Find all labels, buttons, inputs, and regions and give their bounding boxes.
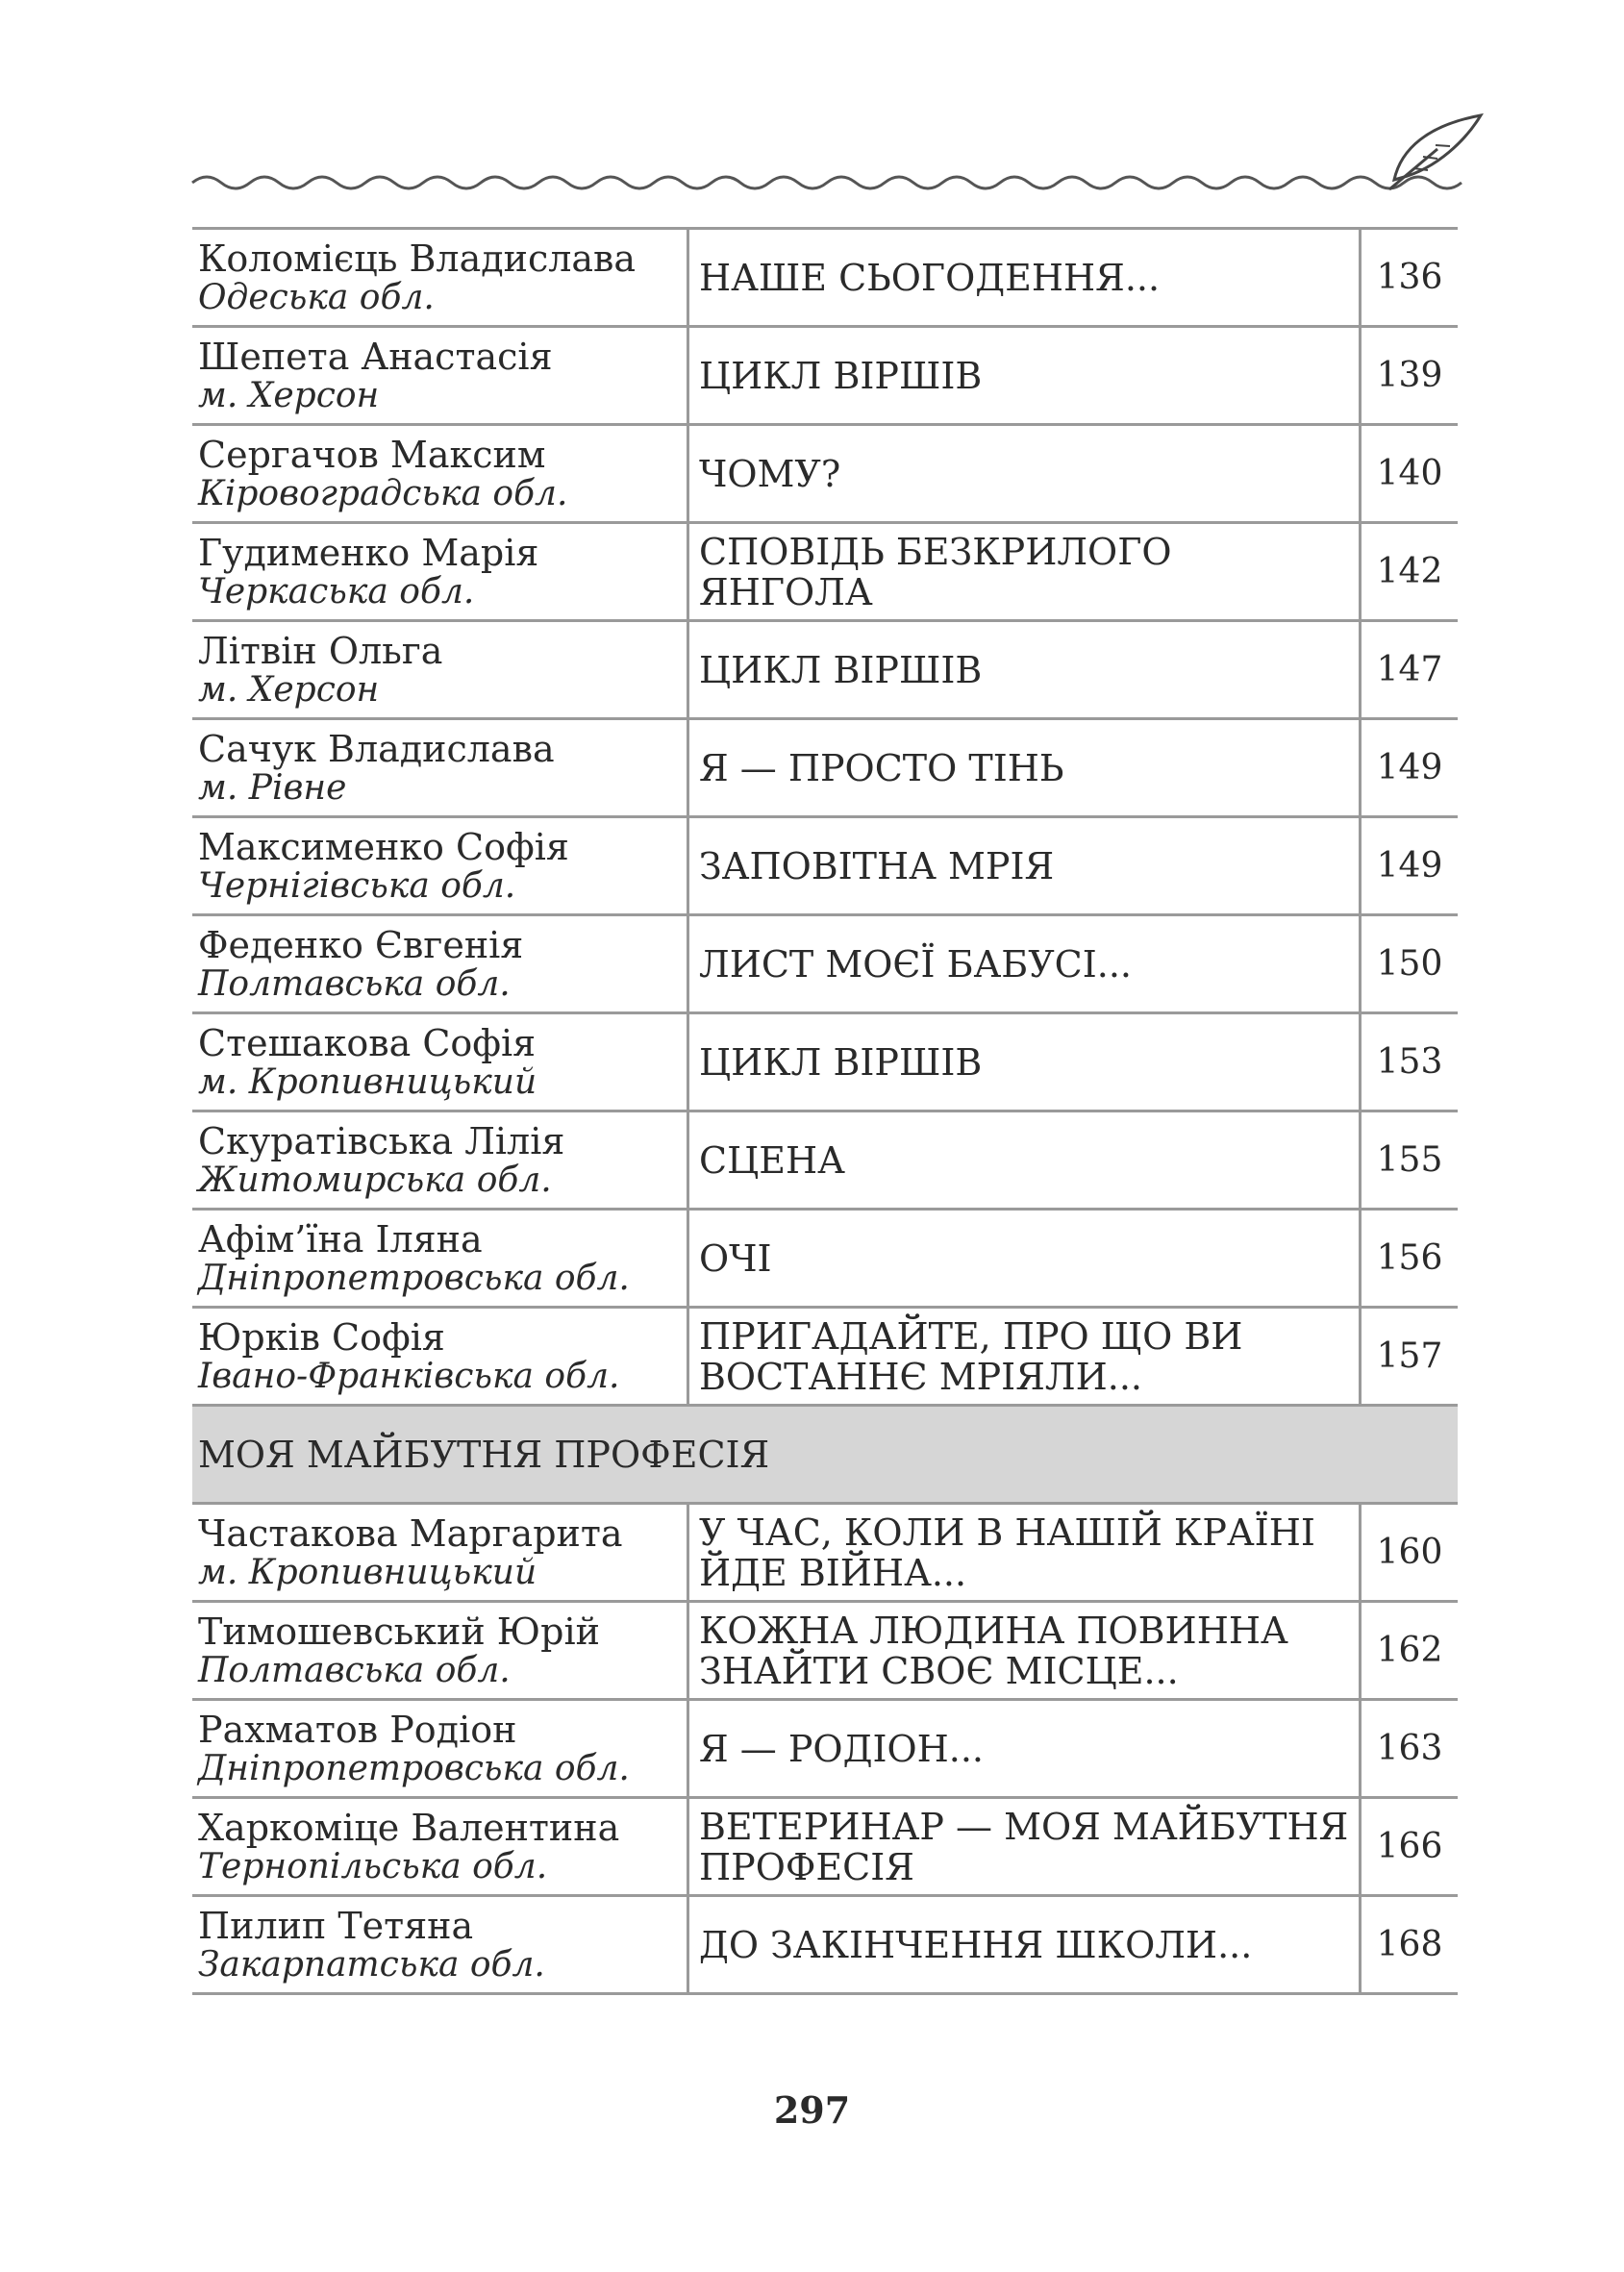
page-number: 162 <box>1376 1630 1443 1670</box>
work-title: КОЖНА ЛЮДИНА ПОВИННА ЗНАЙТИ СВОЄ МІСЦЕ... <box>699 1609 1288 1692</box>
author-name: Максименко Софія <box>198 825 569 868</box>
author-region: м. Рівне <box>198 767 347 808</box>
author-name: Літвін Ольга <box>198 629 443 672</box>
author-region: Житомирська обл. <box>198 1160 552 1200</box>
toc-row <box>192 719 1458 817</box>
page-number: 140 <box>1376 453 1443 493</box>
work-title: ЦИКЛ ВІРШІВ <box>699 354 983 397</box>
feather-quill-icon <box>1389 115 1481 189</box>
work-title: СПОВІДЬ БЕЗКРИЛОГО ЯНГОЛА <box>699 530 1172 613</box>
work-title: ЦИКЛ ВІРШІВ <box>699 648 983 691</box>
toc-row <box>192 1700 1458 1798</box>
table-of-contents <box>192 227 1458 1995</box>
page-number: 160 <box>1376 1532 1443 1572</box>
author-region: Кіровоградська обл. <box>198 473 568 513</box>
author-region: м. Кропивницький <box>198 1061 537 1102</box>
author-name: Тимошевський Юрій <box>198 1610 600 1653</box>
toc-row <box>192 817 1458 915</box>
header-wave-ornament <box>187 111 1486 197</box>
section-heading: МОЯ МАЙБУТНЯ ПРОФЕСІЯ <box>192 1406 1458 1504</box>
work-title: ЧОМУ? <box>699 452 841 495</box>
toc-row <box>192 1210 1458 1308</box>
page-number: 155 <box>1376 1139 1443 1180</box>
author-region: Черкаська обл. <box>198 571 475 612</box>
page-number: 166 <box>1376 1826 1443 1866</box>
author-name: Харкоміце Валентина <box>198 1806 620 1849</box>
author-name: Сергачов Максим <box>198 433 546 476</box>
page-number: 142 <box>1376 551 1443 591</box>
page-number: 157 <box>1376 1336 1443 1376</box>
author-name: Сачук Владислава <box>198 727 555 770</box>
author-name: Скуратівська Лілія <box>198 1119 565 1162</box>
page-number: 168 <box>1376 1924 1443 1964</box>
author-region: Одеська обл. <box>198 277 435 317</box>
work-title: СЦЕНА <box>699 1138 845 1182</box>
work-title: ЛИСТ МОЄЇ БАБУСІ... <box>699 942 1132 986</box>
toc-row <box>192 1602 1458 1700</box>
page-number: 149 <box>1376 747 1443 787</box>
toc-row <box>192 1111 1458 1210</box>
toc-row <box>192 1896 1458 1994</box>
page-number: 150 <box>1376 943 1443 984</box>
toc-row <box>192 523 1458 621</box>
author-name: Юрків Софія <box>198 1315 445 1359</box>
work-title: ПРИГАДАЙТЕ, ПРО ЩО ВИ ВОСТАННЄ МРІЯЛИ... <box>699 1314 1243 1398</box>
author-name: Шепета Анастасія <box>198 335 553 378</box>
author-name: Афім’їна Іляна <box>198 1217 483 1261</box>
author-name: Стешакова Софія <box>198 1021 537 1064</box>
work-title: ОЧІ <box>699 1236 772 1280</box>
author-name: Рахматов Родіон <box>198 1708 517 1751</box>
toc-row <box>192 915 1458 1013</box>
page-number: 156 <box>1376 1237 1443 1278</box>
author-region: м. Кропивницький <box>198 1552 537 1592</box>
author-region: Полтавська обл. <box>198 963 511 1004</box>
work-title: ВЕТЕРИНАР — МОЯ МАЙБУТНЯ ПРОФЕСІЯ <box>699 1805 1349 1888</box>
toc-row <box>192 1798 1458 1896</box>
work-title: ДО ЗАКІНЧЕННЯ ШКОЛИ... <box>699 1923 1253 1966</box>
toc-row <box>192 621 1458 719</box>
page-number: 147 <box>1376 649 1443 689</box>
work-title: У ЧАС, КОЛИ В НАШІЙ КРАЇНІ ЙДЕ ВІЙНА... <box>699 1511 1315 1594</box>
wavy-line <box>192 177 1462 188</box>
author-name: Гудименко Марія <box>198 531 539 574</box>
toc-row <box>192 1504 1458 1602</box>
page-number: 136 <box>1376 257 1443 297</box>
section-heading-row <box>192 1406 1458 1504</box>
page-number: 139 <box>1376 355 1443 395</box>
work-title: Я — ПРОСТО ТІНЬ <box>699 746 1064 789</box>
author-name: Феденко Євгенія <box>198 923 524 966</box>
author-region: Полтавська обл. <box>198 1650 511 1690</box>
author-region: Івано-Франківська обл. <box>198 1356 620 1396</box>
author-name: Пилип Тетяна <box>198 1904 474 1947</box>
toc-row <box>192 425 1458 523</box>
author-region: Дніпропетровська обл. <box>198 1748 630 1788</box>
toc-row <box>192 229 1458 327</box>
toc-row <box>192 1308 1458 1406</box>
author-region: м. Херсон <box>198 375 380 415</box>
author-name: Коломієць Владислава <box>198 237 637 280</box>
page-number: 149 <box>1376 845 1443 886</box>
author-region: Дніпропетровська обл. <box>198 1258 630 1298</box>
work-title: ЗАПОВІТНА МРІЯ <box>699 844 1055 887</box>
author-region: Тернопільська обл. <box>198 1846 548 1886</box>
author-region: м. Херсон <box>198 669 380 710</box>
work-title: ЦИКЛ ВІРШІВ <box>699 1040 983 1084</box>
author-region: Закарпатська обл. <box>198 1944 545 1985</box>
toc-row <box>192 1013 1458 1111</box>
work-title: НАШЕ СЬОГОДЕННЯ... <box>699 256 1161 299</box>
page-footer-number: 297 <box>773 2088 851 2132</box>
work-title: Я — РОДІОН... <box>699 1727 985 1770</box>
toc-row <box>192 327 1458 425</box>
author-name: Частакова Маргарита <box>198 1511 623 1555</box>
author-region: Чернігівська обл. <box>198 865 516 906</box>
page-number: 153 <box>1376 1041 1443 1082</box>
page-number: 163 <box>1376 1728 1443 1768</box>
